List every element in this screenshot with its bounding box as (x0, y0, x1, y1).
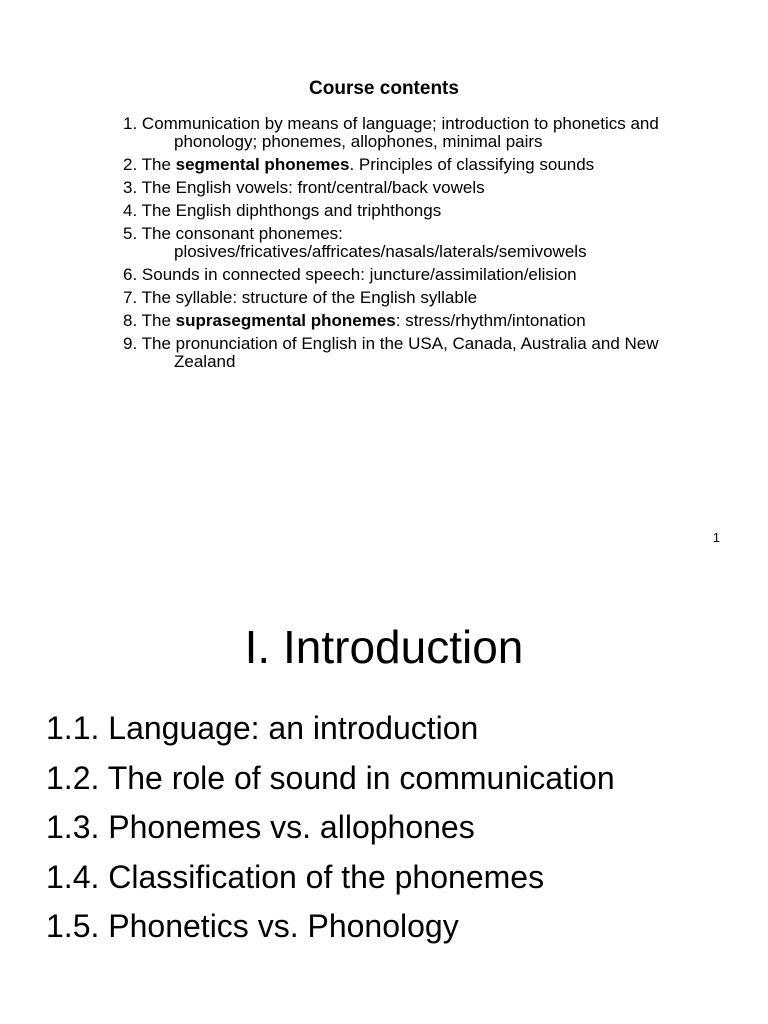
item-text: The (137, 155, 176, 174)
item-text: The English vowels: front/central/back vowels (137, 178, 485, 197)
course-item-8 (123, 312, 683, 330)
item-text: The syllable: structure of the English syllable (137, 288, 478, 307)
item-text-after: . Principles of classifying sounds (349, 155, 595, 174)
item-number: 1. (123, 114, 138, 133)
item-number: 8. (123, 311, 138, 330)
page-number: 1 (712, 530, 720, 545)
intro-item-1-1: 1.1. Language: an introduction (46, 710, 479, 746)
item-number: 2. (123, 155, 138, 174)
item-number: 7. (123, 288, 138, 307)
course-item-9 (123, 335, 683, 371)
intro-item-1-5: 1.5. Phonetics vs. Phonology (46, 908, 459, 944)
course-item-7 (123, 289, 683, 307)
introduction-list (46, 710, 615, 958)
item-number: 6. (123, 265, 138, 284)
item-text: Communication by means of language; introduction to phonetics and phonology; phonemes, allophones, minimal pairs (137, 114, 659, 151)
item-text: Sounds in connected speech: juncture/assimilation/elision (137, 265, 577, 284)
page-two (0, 560, 768, 1024)
course-item-5 (123, 225, 683, 261)
course-item-1 (123, 115, 683, 151)
item-bold-text: suprasegmental phonemes (175, 311, 396, 330)
intro-item-1-2: 1.2. The role of sound in communication (46, 759, 615, 796)
item-text-after: : stress/rhythm/intonation (395, 311, 586, 330)
item-text: The English diphthongs and triphthongs (137, 201, 442, 220)
course-item-4 (123, 202, 683, 220)
course-item-3 (123, 179, 683, 197)
course-contents-title: Course contents (309, 78, 459, 99)
item-text: The consonant phonemes: plosives/fricatives/affricates/nasals/laterals/semivowels (137, 224, 587, 261)
introduction-title: I. Introduction (244, 621, 524, 673)
intro-item-1-4: 1.4. Classification of the phonemes (46, 858, 545, 895)
intro-item-1-3: 1.3. Phonemes vs. allophones (46, 809, 475, 845)
item-bold-text: segmental phonemes (175, 155, 350, 174)
course-item-6 (123, 266, 683, 284)
course-item-2 (123, 156, 683, 174)
item-number: 3. (123, 178, 138, 197)
course-contents-list (123, 115, 683, 376)
item-text: The (137, 311, 176, 330)
item-number: 5. (123, 224, 138, 243)
item-text: The pronunciation of English in the USA, Canada, Australia and New Zealand (137, 334, 659, 371)
item-number: 4. (123, 201, 138, 220)
item-number: 9. (123, 334, 138, 353)
